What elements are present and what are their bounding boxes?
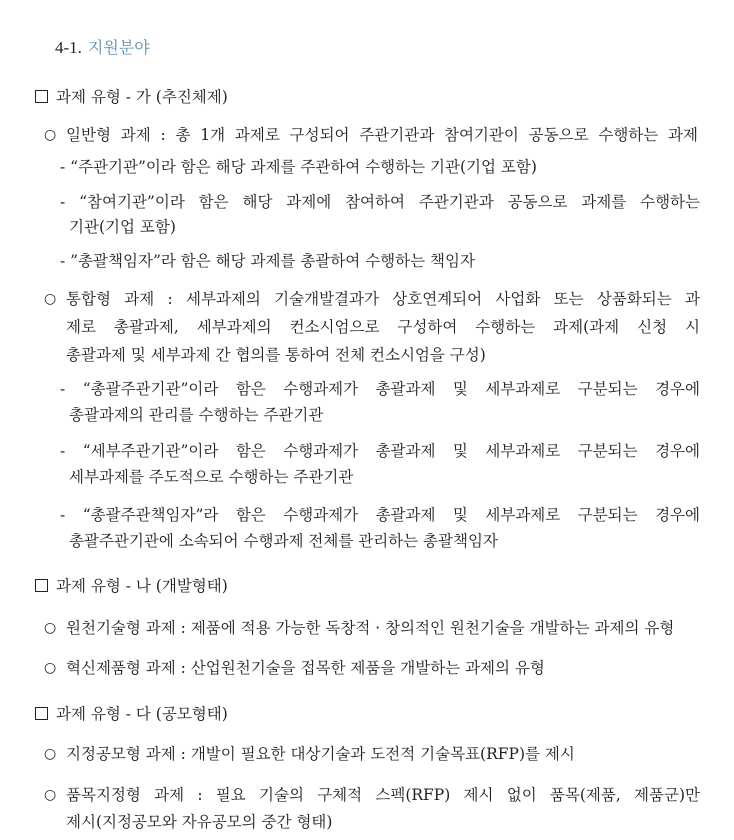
general-item-participant-org-cont: 기관(기업 포함) xyxy=(69,218,176,236)
checkbox-square-icon xyxy=(35,90,48,103)
integrated-type-line-1: 통합형 과제 : 세부과제의 기술개발결과가 상호연계되어 사업화 또는 상품화되는 과 xyxy=(66,290,700,308)
original-tech-type-text: 원천기술형 과제 : 제품에 적용 가능한 독창적 · 창의적인 원천기술을 개발하는 과제의 유형 xyxy=(66,619,675,637)
type-c-heading xyxy=(35,703,228,725)
integrated-item-general-chief-cont: 총괄주관기관에 소속되어 수행과제 전체를 관리하는 총괄책임자 xyxy=(69,532,498,550)
circle-bullet-icon: ○ xyxy=(44,620,57,636)
circle-bullet-icon: ○ xyxy=(44,291,57,307)
circle-bullet-icon: ○ xyxy=(44,746,57,762)
item-designated-type-line-1: 품목지정형 과제 : 필요 기술의 구체적 스펙(RFP) 제시 없이 품목(제품, 제품군)만 xyxy=(66,786,700,804)
type-c-heading-text: 과제 유형 - 다 (공모형태) xyxy=(56,705,228,723)
circle-bullet-icon: ○ xyxy=(44,127,57,143)
integrated-type-line-2: 제로 총괄과제, 세부과제의 컨소시엄으로 구성하여 수행하는 과제(과제 신청 시 xyxy=(66,318,700,336)
integrated-item-sub-lead-cont: 세부과제를 주도적으로 수행하는 주관기관 xyxy=(69,468,354,486)
section-title-text: 지원분야 xyxy=(87,38,150,57)
type-a-heading xyxy=(35,86,228,108)
designated-contest-type-text: 지정공모형 과제 : 개발이 필요한 대상기술과 도전적 기술목표(RFP)를 제시 xyxy=(66,745,575,763)
type-a-heading-text: 과제 유형 - 가 (추진체제) xyxy=(56,88,228,106)
integrated-item-sub-lead: - “세부주관기관”이라 함은 수행과제가 총괄과제 및 세부과제로 구분되는 경우에 xyxy=(60,442,700,460)
checkbox-square-icon xyxy=(35,579,48,592)
type-b-heading xyxy=(35,575,228,597)
item-designated-type-line-2: 제시(지정공모와 자유공모의 중간 형태) xyxy=(66,813,333,831)
circle-bullet-icon: ○ xyxy=(44,660,57,676)
section-number: 4-1. xyxy=(55,38,82,57)
integrated-item-general-chief: - “총괄주관책임자”라 함은 수행과제가 총괄과제 및 세부과제로 구분되는 경우에 xyxy=(60,506,700,524)
checkbox-square-icon xyxy=(35,707,48,720)
integrated-item-general-lead-cont: 총괄과제의 관리를 수행하는 주관기관 xyxy=(69,406,324,424)
general-type-description: 일반형 과제 : 총 1개 과제로 구성되어 주관기관과 참여기관이 공동으로 수행하는 과제 xyxy=(66,126,698,144)
circle-bullet-icon: ○ xyxy=(44,787,57,803)
type-b-heading-text: 과제 유형 - 나 (개발형태) xyxy=(56,577,228,595)
integrated-type-line-3: 총괄과제 및 세부과제 간 협의를 통하여 전체 컨소시엄을 구성) xyxy=(66,346,486,364)
innovative-product-type-text: 혁신제품형 과제 : 산업원천기술을 접목한 제품을 개발하는 과제의 유형 xyxy=(66,659,545,677)
general-item-lead-org: - “주관기관”이라 함은 해당 과제를 주관하여 수행하는 기관(기업 포함) xyxy=(60,158,537,176)
section-title xyxy=(55,37,150,59)
integrated-item-general-lead: - “총괄주관기관”이라 함은 수행과제가 총괄과제 및 세부과제로 구분되는 경우에 xyxy=(60,380,700,398)
general-item-chief-researcher: - ”총괄책임자”라 함은 해당 과제를 총괄하여 수행하는 책임자 xyxy=(60,252,475,270)
general-item-participant-org: - “참여기관”이라 함은 해당 과제에 참여하여 주관기관과 공동으로 과제를 수행하는 xyxy=(60,193,700,211)
